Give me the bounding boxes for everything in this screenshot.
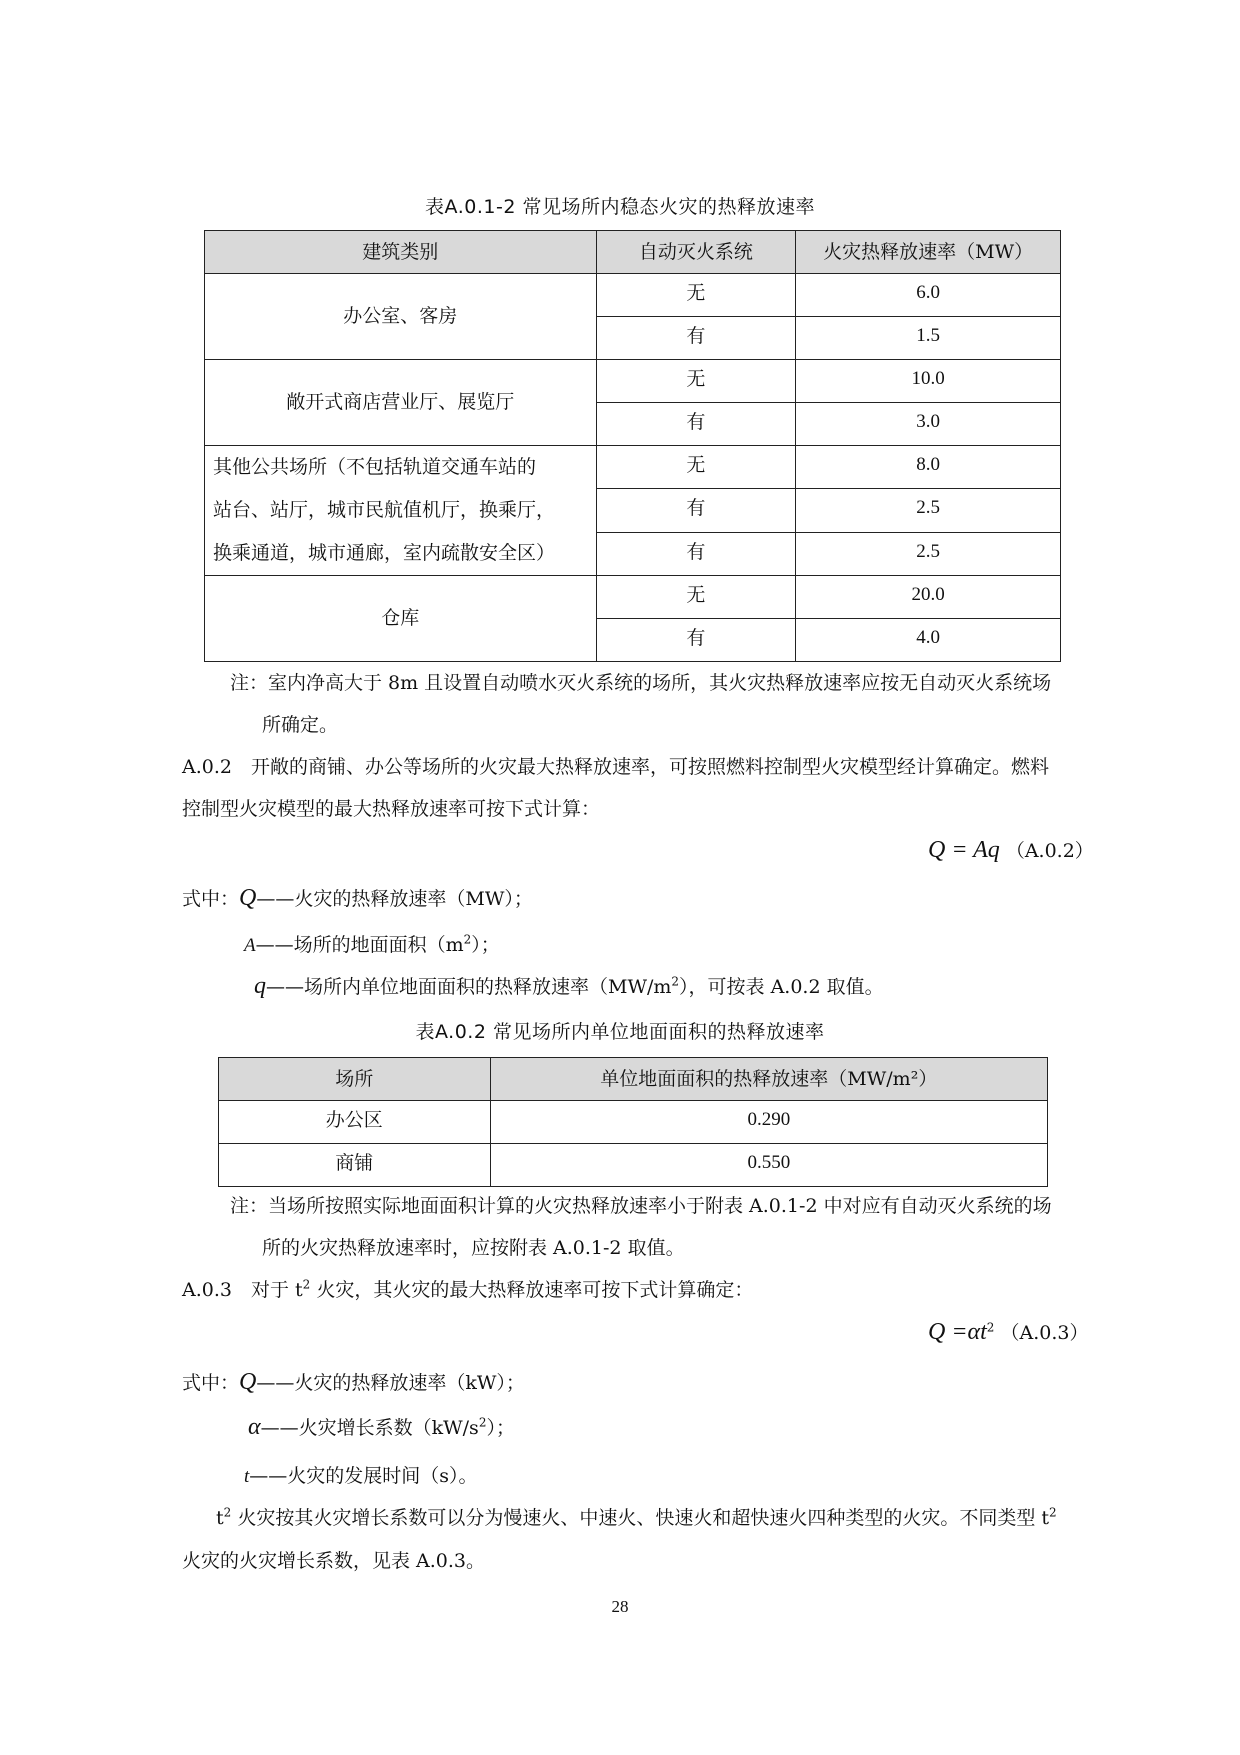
a02-formula [928, 836, 1094, 864]
a02-def-a [244, 930, 500, 957]
table1-system: 有 [596, 619, 796, 662]
def-text: ——场所的地面面积（m [255, 934, 464, 956]
table1-category-public [205, 446, 597, 576]
table1-rate: 10.0 [796, 360, 1061, 403]
table1-header-rate: 火灾热释放速率（MW） [796, 231, 1061, 274]
a03-closing-paragraph-line1 [216, 1503, 1057, 1530]
def-text: ——火灾增长系数（kW/s [260, 1417, 479, 1439]
where-label: 式中： [182, 888, 240, 910]
superscript: 2 [223, 1505, 232, 1520]
superscript: 2 [986, 1320, 995, 1335]
table1-caption: 表A.0.1-2 常见场所内稳态火灾的热释放速率 [425, 196, 815, 218]
def-text: ——火灾的热释放速率（kW）； [256, 1372, 525, 1394]
a02-def-small-q [254, 972, 884, 1000]
table1-system: 有 [596, 489, 796, 532]
table2-rate: 0.290 [490, 1101, 1047, 1144]
symbol-q: Q [239, 885, 257, 911]
superscript: 2 [463, 932, 472, 947]
a02-formula-expr: Q = Aq [928, 837, 1000, 863]
a03-def-q [182, 1368, 525, 1396]
a02-def-q [182, 884, 533, 912]
table1-system: 无 [596, 274, 796, 317]
superscript: 2 [1049, 1505, 1057, 1520]
superscript: 2 [671, 974, 680, 989]
symbol-a: A [244, 935, 256, 956]
table1-rate: 1.5 [796, 317, 1061, 360]
table2-caption: 表A.0.2 常见场所内单位地面面积的热释放速率 [415, 1021, 825, 1043]
table2 [218, 1057, 1048, 1187]
table1-header-system: 自动灭火系统 [596, 231, 796, 274]
a03-formula-expr: Q =αt [928, 1319, 987, 1345]
a03-text: A.0.3 对于 t [182, 1279, 303, 1301]
table1-rate: 2.5 [796, 532, 1061, 575]
symbol-t: t [244, 1466, 250, 1487]
where-label: 式中： [182, 1372, 240, 1394]
table1-rate: 3.0 [796, 403, 1061, 446]
a02-paragraph-line1: A.0.2 开敞的商铺、办公等场所的火灾最大热释放速率，可按照燃料控制型火灾模型经计算确定。燃料 [182, 756, 1049, 778]
a02-formula-number: （A.0.2） [1005, 840, 1094, 862]
table1-system: 无 [596, 360, 796, 403]
para-text-mid: 火灾按其火灾增长系数可以分为慢速火、中速火、快速火和超快速火四种类型的火灾。不同类型 t [231, 1507, 1049, 1529]
superscript: 2 [302, 1277, 311, 1292]
table2-place: 商铺 [219, 1144, 491, 1187]
para-text: t [216, 1507, 224, 1529]
def-text: ——场所内单位地面面积的热释放速率（MW/m [266, 976, 672, 998]
table1-rate: 4.0 [796, 619, 1061, 662]
def-text: ——火灾的热释放速率（MW）； [256, 888, 533, 910]
table1-system: 无 [596, 446, 796, 489]
a03-formula [928, 1318, 1088, 1346]
a03-def-t [244, 1461, 478, 1488]
table2-note-cont: 所的火灾热释放速率时，应按附表 A.0.1-2 取值。 [262, 1237, 685, 1259]
symbol-small-q: q [254, 973, 266, 999]
table1-category-public-line: 其他公共场所（不包括轨道交通车站的 [213, 456, 537, 478]
symbol-alpha: α [248, 1414, 261, 1440]
table1-note: 注：室内净高大于 8m 且设置自动喷水灭火系统的场所，其火灾热释放速率应按无自动灭火系统场 [230, 672, 1052, 694]
symbol-q: Q [239, 1369, 257, 1395]
a02-paragraph-line2: 控制型火灾模型的最大热释放速率可按下式计算： [182, 798, 601, 820]
table1-system: 有 [596, 403, 796, 446]
table1-category-public-line: 站台、站厅，城市民航值机厅，换乘厅， [213, 499, 556, 521]
table1-header-category: 建筑类别 [205, 231, 597, 274]
table1-system: 有 [596, 317, 796, 360]
table1 [204, 230, 1061, 662]
table1-category-warehouse: 仓库 [205, 576, 597, 662]
table1-category-shop: 敞开式商店营业厅、展览厅 [205, 360, 597, 446]
def-text: ——火灾的发展时间（s）。 [249, 1465, 478, 1487]
table1-system: 无 [596, 576, 796, 619]
table1-rate: 8.0 [796, 446, 1061, 489]
table1-category-office: 办公室、客房 [205, 274, 597, 360]
table2-header-place: 场所 [219, 1058, 491, 1101]
a03-closing-paragraph-line2: 火灾的火灾增长系数，见表 A.0.3。 [182, 1550, 486, 1572]
def-text-end: ）； [486, 1417, 515, 1439]
table1-system: 有 [596, 532, 796, 575]
a03-def-alpha [248, 1413, 515, 1441]
table1-category-public-line: 换乘通道，城市通廊，室内疏散安全区） [213, 542, 556, 564]
table1-rate: 2.5 [796, 489, 1061, 532]
table2-place: 办公区 [219, 1101, 491, 1144]
a03-text-post: 火灾，其火灾的最大热释放速率可按下式计算确定： [310, 1279, 754, 1301]
def-text-end: ）； [471, 934, 500, 956]
table2-rate: 0.550 [490, 1144, 1047, 1187]
table1-rate: 20.0 [796, 576, 1061, 619]
page-number: 28 [611, 1597, 629, 1616]
table1-note-cont: 所确定。 [262, 714, 339, 736]
table2-header-rate: 单位地面面积的热释放速率（MW/m²） [490, 1058, 1047, 1101]
superscript: 2 [478, 1415, 487, 1430]
table2-note: 注：当场所按照实际地面面积计算的火灾热释放速率小于附表 A.0.1-2 中对应有自动灭火系统的场 [230, 1195, 1052, 1217]
table1-rate: 6.0 [796, 274, 1061, 317]
a03-paragraph [182, 1275, 753, 1302]
def-text-end: ），可按表 A.0.2 取值。 [679, 976, 884, 998]
a03-formula-number: （A.0.3） [1000, 1322, 1089, 1344]
